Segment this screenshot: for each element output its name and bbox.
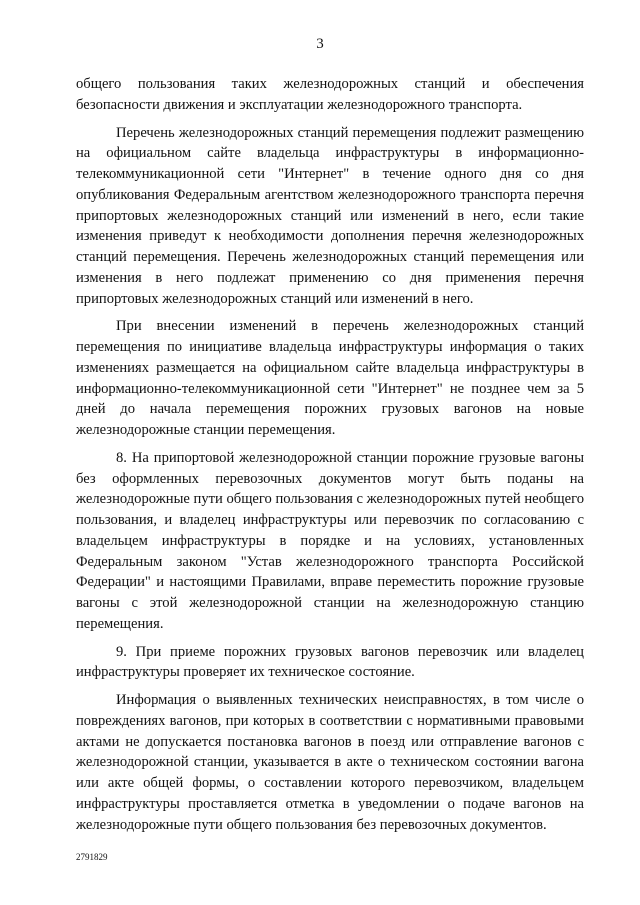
paragraph-item-9: 9. При приеме порожних грузовых вагонов перевозчик или владелец инфраструктуры проверяет их техническое состояние. (76, 643, 584, 681)
paragraph-continuation: общего пользования таких железнодорожных станций и обеспечения безопасности движения и эксплуатации железнодорожного транспорта. (76, 76, 584, 113)
document-body (76, 74, 584, 835)
document-code: 2791829 (76, 852, 108, 862)
paragraph-list-changes: При внесении изменений в перечень железнодорожных станций перемещения по инициативе владельца инфраструктуры информация о таких изменениях размещается на официальном сайте владельца инфраструктуры в информационно-телекоммуникационной сети "Интернет" не позднее чем за 5 дней до начала перемещения порожних грузовых вагонов на новые железнодорожные станции перемещения. (76, 318, 584, 438)
paragraph-defects-info: Информация о выявленных технических неисправностях, в том числе о повреждениях вагонов, при которых в соответствии с нормативными правовыми актами не допускается постановка вагонов в поезд или отправление вагонов с железнодорожной станции, указывается в акте о техническом состоянии вагона или акте общей формы, о составлении которого перевозчиком, владельцем инфраструктуры проставляется отметка в уведомлении о подаче вагонов на железнодорожные пути общего пользования без перевозочных документов. (76, 692, 584, 833)
page-number: 3 (316, 36, 324, 52)
paragraph-station-list-publication: Перечень железнодорожных станций перемещения подлежит размещению на официальном сайте владельца инфраструктуры в информационно-телекоммуникационной сети "Интернет" в течение одного дня со дня опубликования Федеральным агентством железнодорожного транспорта перечня припортовых железнодорожных станций или изменений в него, если такие изменения приведут к необходимости дополнения перечня железнодорожных станций перемещения. Перечень железнодорожных станций перемещения или изменения в него подлежат применению со дня применения перечня припортовых железнодорожных станций или изменений в него. (76, 124, 584, 307)
paragraph-item-8: 8. На припортовой железнодорожной станции порожние грузовые вагоны без оформленных перевозочных документов могут быть поданы на железнодорожные пути общего пользования с железнодорожных путей необщего пользования, и владелец инфраструктуры или перевозчик по согласованию с владельцем инфраструктуры в порядке и на условиях, установленных Федеральным законом "Устав железнодорожного транспорта Российской Федерации" и настоящими Правилами, вправе переместить порожние грузовые вагоны с этой железнодорожной станции на железнодорожную станцию перемещения. (76, 449, 585, 632)
